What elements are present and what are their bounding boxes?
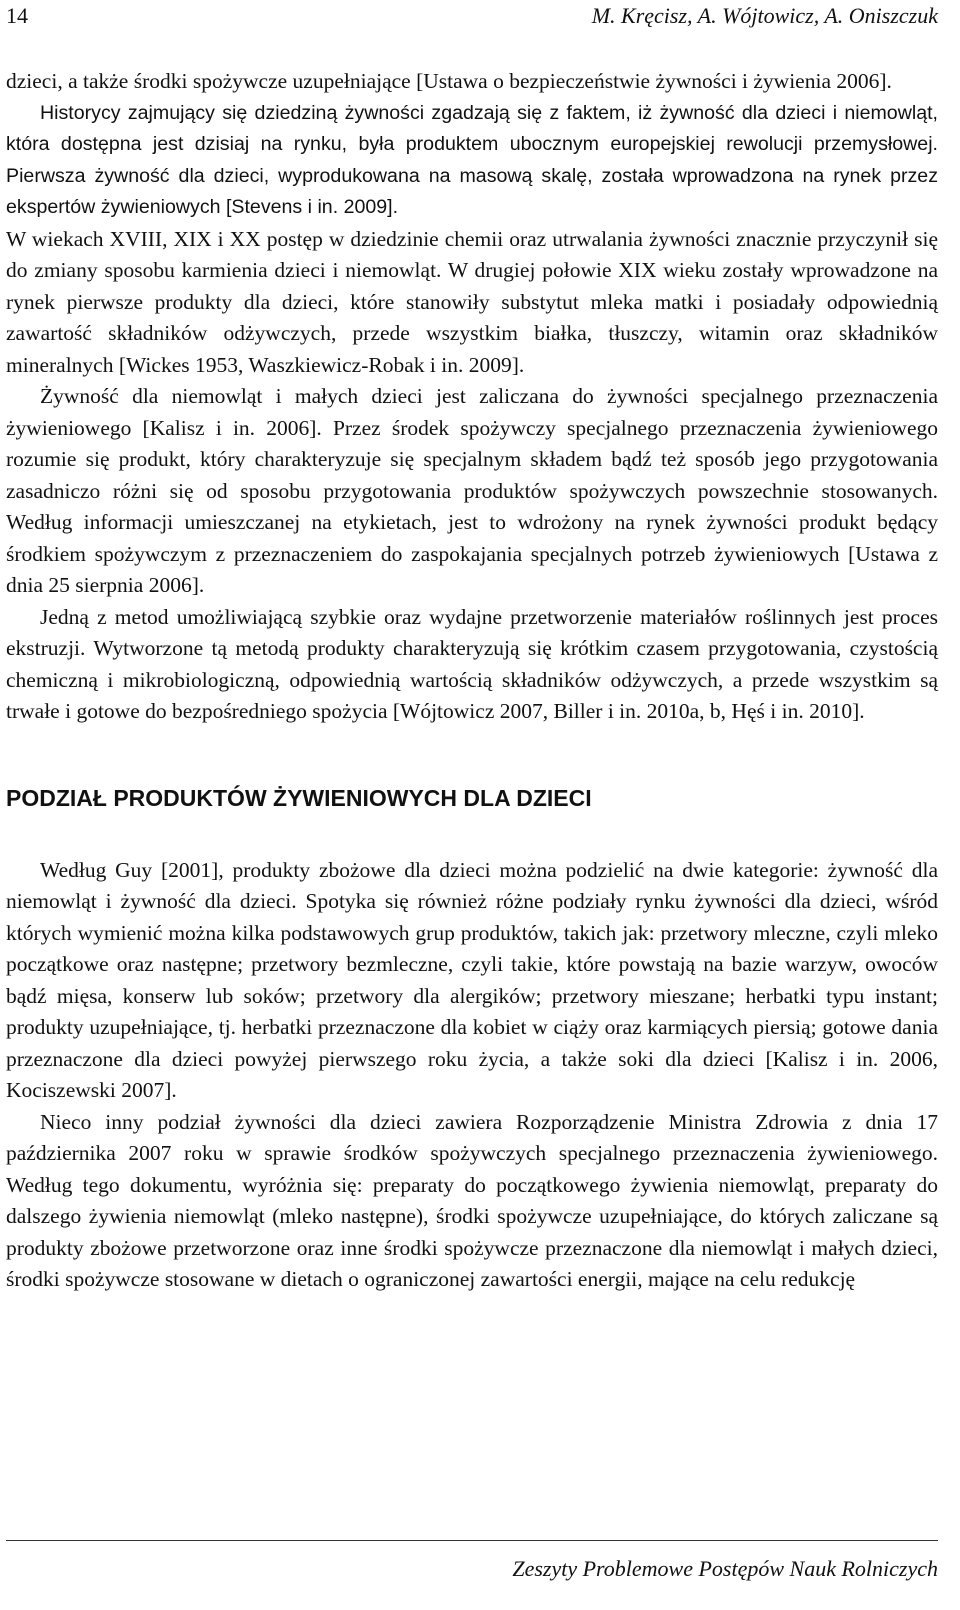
body-text [6,66,938,1296]
paragraph-regulation: Nieco inny podział żywności dla dzieci zawiera Rozporządzenie Ministra Zdrowia z dnia 17 października 2007 roku w sprawie środków spożywczych specjalnego przeznaczenia żywieniowego. Według tego dokumentu, wyróżnia się: preparaty do początkowego żywienia niemowląt, preparaty do dalszego żywienia niemowląt (mleko następne), środki spożywcze uzupełniające, do których zaliczane są produkty zbożowe przetworzone oraz inne środki spożywcze przeznaczone dla niemowląt i małych dzieci, środki spożywcze stosowane w dietach o ograniczonej zawartości energii, mające na celu redukcję [6,1109,938,1291]
paragraph-extrusion: Jedną z metod umożliwiającą szybkie oraz wydajne przetworzenie materiałów roślinnych jest proces ekstruzji. Wytworzone tą metodą produkty charakteryzują się krótkim czasem przygotowania, czystością chemiczną i mikrobiologiczną, odpowiednią wartością składników odżywczych, a przede wszystkim są trwałe i gotowe do bezpośredniego spożycia [Wójtowicz 2007, Biller i in. 2010a, b, Hęś i in. 2010]. [6,604,938,723]
paragraph-chemistry: W wiekach XVIII, XIX i XX postęp w dziedzinie chemii oraz utrwalania żywności znacznie przyczynił się do zmiany sposobu karmienia dzieci i niemowląt. W drugiej połowie XIX wieku zostały wprowadzone na rynek pierwsze produkty dla dzieci, które stanowiły substytut mleka matki i posiadały odpowiednią zawartość składników odżywczych, przede wszystkim białka, tłuszczy, witamin oraz składników mineralnych [Wickes 1953, Waszkiewicz-Robak i in. 2009]. [6,226,938,377]
paragraph-continuation: dzieci, a także środki spożywcze uzupełniające [Ustawa o bezpieczeństwie żywności i żywienia 2006]. [6,69,892,93]
paragraph-history: Historycy zajmujący się dziedziną żywności zgadzają się z faktem, iż żywność dla dzieci i niemowląt, która dostępna jest dzisiaj na rynku, była produktem ubocznym europejskiej rewolucji przemysłowej. Pierwsza żywność dla dzieci, wyprodukowana na masową skalę, została wprowadzona na rynek przez ekspertów żywieniowych [Stevens i in. 2009]. [6,101,938,218]
running-head-authors: M. Kręcisz, A. Wójtowicz, A. Oniszczuk [591,3,938,28]
footer-divider [6,1540,938,1541]
paragraph-categories: Według Guy [2001], produkty zbożowe dla dzieci można podzielić na dwie kategorie: żywność dla niemowląt i żywność dla dzieci. Spotyka się również różne podziały rynku żywności dla dzieci, wśród których wymienić można kilka podstawowych grup produktów, takich jak: przetwory mleczne, czyli mleko początkowe oraz następne; przetwory bezmleczne, czyli takie, które powstają na bazie warzyw, owoców bądź mięsa, konserw lub soków; przetwory dla alergików; przetwory mieszane; herbatki typu instant; produkty uzupełniające, tj. herbatki przeznaczone dla kobiet w ciąży oraz karmiących piersią; gotowe dania przeznaczone dla dzieci powyżej pierwszego roku życia, a także soki dla dzieci [Kalisz i in. 2006, Kociszewski 2007]. [6,857,938,1102]
section-heading: PODZIAŁ PRODUKTÓW ŻYWIENIOWYCH DLA DZIECI [6,784,592,811]
page-header [6,3,938,39]
page-number: 14 [6,3,28,28]
journal-title: Zeszyty Problemowe Postępów Nauk Rolniczych [512,1556,938,1581]
paragraph-special-nutrition: Żywność dla niemowląt i małych dzieci jest zaliczana do żywności specjalnego przeznaczenia żywieniowego [Kalisz i in. 2006]. Przez środek spożywczy specjalnego przeznaczenia żywieniowego rozumie się produkt, który charakteryzuje się specjalnym składem bądź też sposób jego przygotowania zasadniczo różni się od sposobu przygotowania produktów spożywczych powszechnie stosowanych. Według informacji umieszczanej na etykietach, jest to wdrożony na rynek żywności produkt będący środkiem spożywczym z przeznaczeniem do zaspokajania specjalnych potrzeb żywieniowych [Ustawa z dnia 25 sierpnia 2006]. [6,384,938,597]
